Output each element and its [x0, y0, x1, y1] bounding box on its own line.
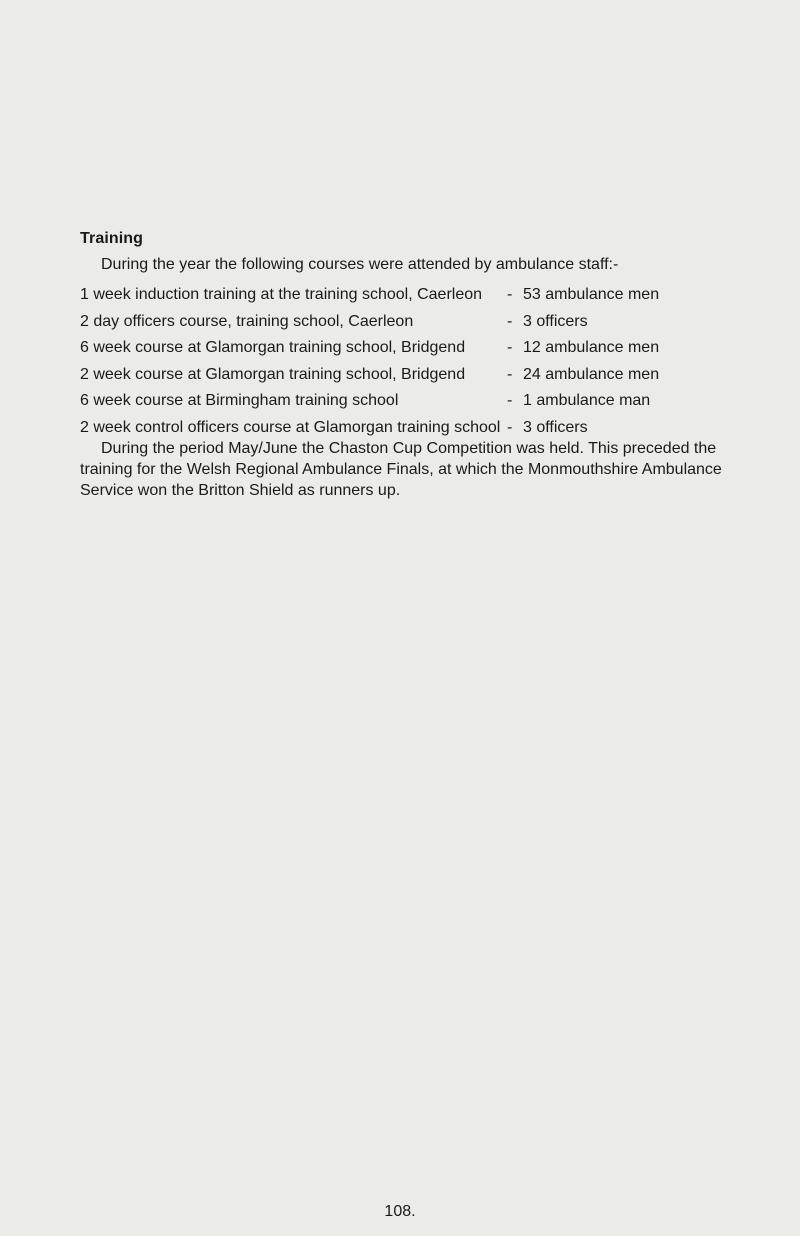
course-name: 1 week induction training at the training school, Caerleon: [80, 286, 483, 303]
course-dash: -: [507, 392, 513, 410]
course-row: [80, 366, 760, 393]
course-attendees: 24 ambulance men: [523, 365, 660, 383]
course-attendees: 12 ambulance men: [523, 339, 660, 357]
course-row: [80, 392, 760, 419]
intro-text: During the year the following courses were attended by ambulance staff:-: [101, 256, 619, 273]
page-number: 108.: [384, 1203, 416, 1220]
course-attendees: 3 officers: [523, 312, 588, 330]
course-dash: -: [507, 286, 513, 303]
section-heading: Training: [80, 230, 144, 247]
course-list: [80, 286, 760, 446]
course-name: 2 week course at Glamorgan training school, Bridgend: [80, 365, 466, 383]
course-dash: -: [507, 312, 513, 330]
course-name: 6 week course at Glamorgan training school, Bridgend: [80, 339, 466, 357]
course-name: 2 week control officers course at Glamorgan training school: [80, 418, 501, 436]
course-row: [80, 339, 760, 366]
course-row: [80, 313, 760, 340]
course-attendees: 3 officers: [523, 418, 588, 436]
course-dash: -: [507, 365, 513, 383]
course-name: 6 week course at Birmingham training school: [80, 392, 399, 410]
course-dash: -: [507, 418, 513, 436]
course-dash: -: [507, 339, 513, 357]
course-attendees: 53 ambulance men: [523, 286, 660, 303]
course-row: [80, 286, 760, 313]
course-name: 2 day officers course, training school, Caerleon: [80, 312, 414, 330]
course-attendees: 1 ambulance man: [523, 392, 651, 410]
body-paragraph: During the period May/June the Chaston Cup Competition was held. This preceded the training for the Welsh Regional Ambulance Finals, at which the Monmouthshire Ambulance Service won the Britton Shield as runners up.: [80, 440, 722, 499]
